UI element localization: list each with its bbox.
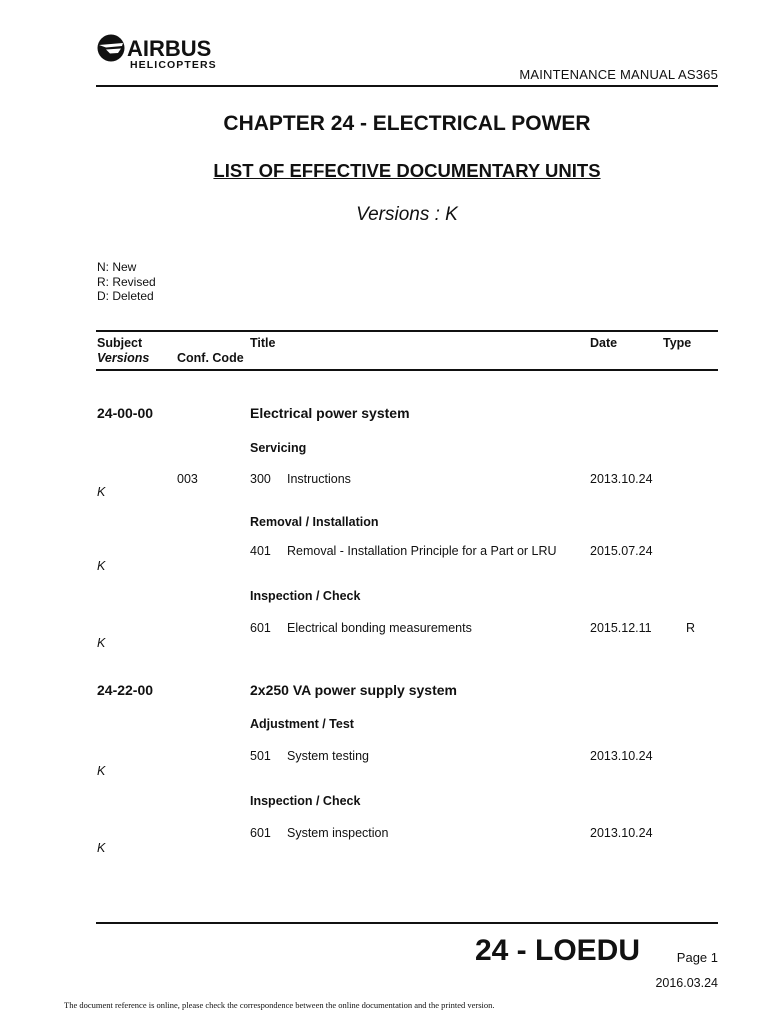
entry-date: 2015.12.11	[590, 621, 652, 635]
table-header-bottom-rule	[96, 369, 718, 371]
manual-title: MAINTENANCE MANUAL AS365	[519, 67, 718, 82]
entry-title: Electrical bonding measurements	[287, 621, 472, 635]
entry-date: 2013.10.24	[590, 749, 653, 763]
brand-subname: HELICOPTERS	[130, 59, 217, 71]
airbus-helicopters-logo	[96, 33, 236, 71]
group-title: Removal / Installation	[250, 515, 379, 529]
col-header-conf-code: Conf. Code	[177, 351, 244, 365]
entry-number: 601	[250, 621, 271, 635]
section-subject: 24-22-00	[97, 682, 154, 698]
online-reference-disclaimer: The document reference is online, please check the correspondence between the online documentation and the printed version.	[64, 1000, 495, 1010]
legend-new: N: New	[97, 260, 137, 274]
legend-revised: R: Revised	[97, 274, 156, 289]
page-date: 2016.03.24	[655, 976, 718, 990]
footer-divider	[96, 922, 718, 924]
group-title: Inspection / Check	[250, 794, 361, 808]
entry-number: 401	[250, 544, 271, 558]
col-header-subject: Subject	[97, 336, 143, 350]
entry-number: 601	[250, 826, 271, 840]
entry-type: R	[686, 621, 696, 635]
legend-deleted: D: Deleted	[97, 289, 154, 303]
col-header-versions: Versions	[97, 351, 150, 365]
entry-title: Instructions	[287, 472, 351, 486]
brand-name: AIRBUS	[127, 36, 212, 61]
entry-title: System inspection	[287, 826, 389, 840]
entry-version: K	[97, 636, 106, 650]
entry-version: K	[97, 485, 106, 499]
entry-conf-code: 003	[177, 472, 198, 486]
entry-version: K	[97, 559, 106, 573]
entry-title: Removal - Installation Principle for a Part or LRU	[287, 544, 557, 558]
entry-date: 2013.10.24	[590, 826, 653, 840]
group-title: Adjustment / Test	[250, 717, 354, 731]
col-header-date: Date	[590, 336, 618, 350]
section-subject: 24-00-00	[97, 405, 154, 421]
header-divider	[96, 85, 718, 87]
entry-title: System testing	[287, 749, 369, 763]
legend	[97, 260, 156, 304]
entry-number: 501	[250, 749, 271, 763]
group-title: Servicing	[250, 441, 307, 455]
entry-date: 2015.07.24	[590, 544, 653, 558]
table-header-top-rule	[96, 330, 718, 332]
page-number: Page 1	[676, 950, 718, 965]
entry-version: K	[97, 841, 106, 855]
helicopter-emblem-icon	[98, 35, 125, 62]
versions-label: Versions : K	[356, 204, 458, 225]
chapter-title: CHAPTER 24 - ELECTRICAL POWER	[223, 112, 591, 135]
loedu-code: 24 - LOEDU	[474, 934, 640, 967]
col-header-title: Title	[250, 336, 276, 350]
entry-date: 2013.10.24	[590, 472, 653, 486]
group-title: Inspection / Check	[250, 589, 361, 603]
col-header-type: Type	[663, 336, 692, 350]
document-title: LIST OF EFFECTIVE DOCUMENTARY UNITS	[213, 160, 601, 181]
section-title: 2x250 VA power supply system	[250, 682, 457, 698]
section-title: Electrical power system	[250, 405, 410, 421]
entry-number: 300	[250, 472, 271, 486]
entry-version: K	[97, 764, 106, 778]
